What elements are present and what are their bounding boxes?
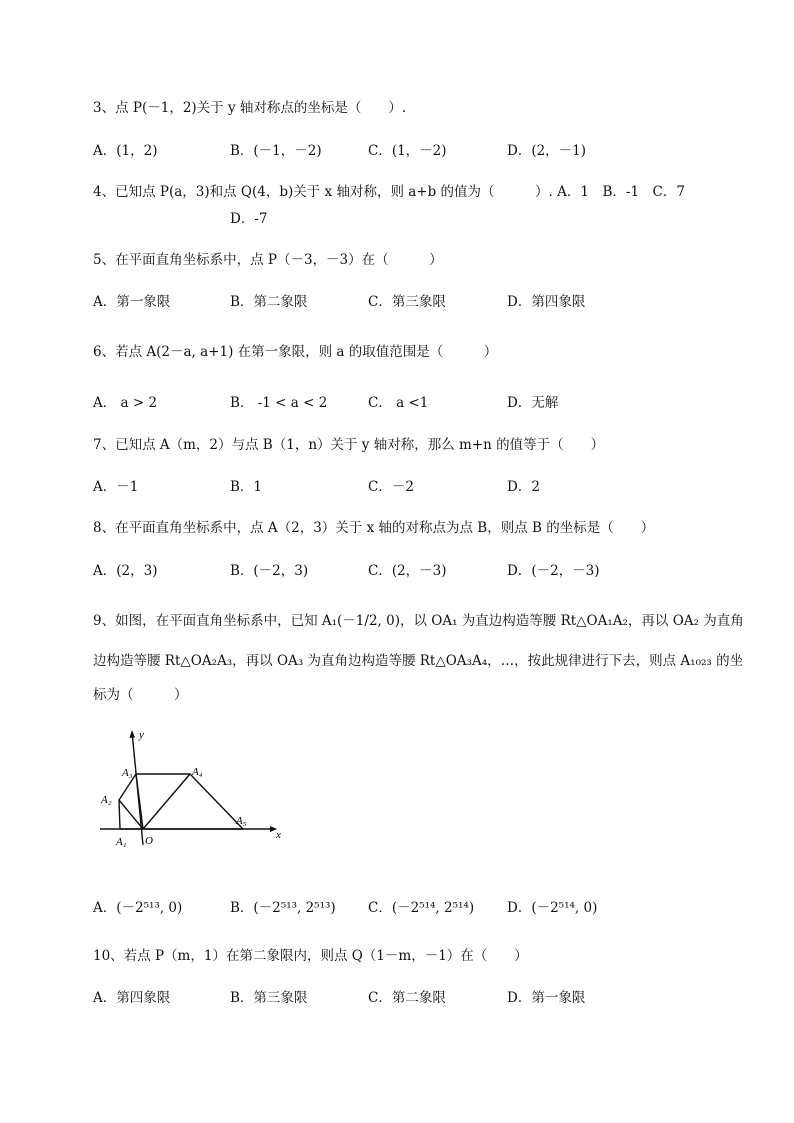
label-a2: A₂ xyxy=(101,794,112,806)
question-3-stem: 3、点 P(－1，2)关于 y 轴对称点的坐标是（ ）. xyxy=(93,100,407,116)
question-7-option-b: B．1 xyxy=(230,479,263,495)
question-9-option-d: D．(－2⁵¹⁴, 0) xyxy=(507,900,598,916)
question-3-option-c: C．(1，－2) xyxy=(368,143,447,159)
question-10-option-a: A．第四象限 xyxy=(93,990,171,1006)
question-9-figure xyxy=(95,728,295,853)
question-10-option-b: B．第三象限 xyxy=(230,990,308,1006)
label-x: x xyxy=(276,829,281,841)
question-8-option-d: D．(－2，－3) xyxy=(507,563,600,579)
question-9-option-c: C．(－2⁵¹⁴, 2⁵¹⁴) xyxy=(368,900,475,916)
question-8-option-a: A．(2，3) xyxy=(93,563,158,579)
question-6-stem: 6、若点 A(2－a, a+1) 在第一象限，则 a 的取值范围是（ ） xyxy=(93,344,498,360)
question-9-stem-line-2: 边构造等腰 Rt△OA₂A₃，再以 OA₃ 为直角边构造等腰 Rt△OA₃A₄，…，按此规律进行下去，则点 A₁₀₂₃ 的坐 xyxy=(93,653,744,669)
question-3-option-a: A．(1，2) xyxy=(93,143,158,159)
question-3-option-b: B．(－1，－2) xyxy=(230,143,322,159)
question-8-option-b: B．(－2，3) xyxy=(230,563,309,579)
coordinate-diagram xyxy=(95,728,295,853)
question-5-option-c: C．第三象限 xyxy=(368,294,446,310)
question-10-option-d: D．第一象限 xyxy=(507,990,586,1006)
question-8-option-c: C．(2，－3) xyxy=(368,563,447,579)
question-7-option-c: C．－2 xyxy=(368,479,414,495)
triangle-path xyxy=(119,774,243,829)
segment-o-a4 xyxy=(143,774,190,829)
question-9-option-a: A．(－2⁵¹³, 0) xyxy=(93,900,183,916)
label-o: O xyxy=(145,835,153,847)
question-9-option-b: B．(－2⁵¹³, 2⁵¹³) xyxy=(230,900,336,916)
question-10-option-c: C．第二象限 xyxy=(368,990,446,1006)
label-a1: A₁ xyxy=(116,836,127,848)
label-y: y xyxy=(139,729,144,741)
question-6-option-d: D．无解 xyxy=(507,395,559,411)
label-a4: A₄ xyxy=(192,766,203,778)
question-3-option-d: D．(2，－1) xyxy=(507,143,587,159)
question-7-stem: 7、已知点 A（m，2）与点 B（1，n）关于 y 轴对称，那么 m+n 的值等于（ ） xyxy=(93,437,605,453)
question-4-stem: 4、已知点 P(a，3)和点 Q(4，b)关于 x 轴对称，则 a+b 的值为（ ）. A．1 B．-1 C．7 xyxy=(93,184,685,200)
question-6-option-b: B． -1 < a < 2 xyxy=(230,395,328,411)
question-4-stem-continued: D．-7 xyxy=(230,211,268,227)
question-10-stem: 10、若点 P（m，1）在第二象限内，则点 Q（1－m，－1）在（ ） xyxy=(93,948,528,964)
question-7-option-d: D．2 xyxy=(507,479,540,495)
label-a3: A₃ xyxy=(122,767,133,779)
question-5-option-a: A．第一象限 xyxy=(93,294,171,310)
label-a5: A₅ xyxy=(236,815,247,827)
question-6-option-a: A． a > 2 xyxy=(93,395,158,411)
y-axis-arrow xyxy=(130,730,136,738)
question-8-stem: 8、在平面直角坐标系中，点 A（2，3）关于 x 轴的对称点为点 B，则点 B 的坐标是（ ） xyxy=(93,520,655,536)
question-9-stem: 9、如图，在平面直角坐标系中，已知 A₁(－1/2, 0)，以 OA₁ 为直边构造等腰 Rt△OA₁A₂，再以 OA₂ 为直角 xyxy=(93,613,744,629)
question-7-option-a: A．－1 xyxy=(93,479,139,495)
question-5-option-d: D．第四象限 xyxy=(507,294,586,310)
question-5-stem: 5、在平面直角坐标系中，点 P（－3，－3）在（ ） xyxy=(93,252,443,268)
question-5-option-b: B．第二象限 xyxy=(230,294,308,310)
question-6-option-c: C． a <1 xyxy=(368,395,429,411)
question-9-stem-line-3: 标为（ ） xyxy=(93,687,188,703)
